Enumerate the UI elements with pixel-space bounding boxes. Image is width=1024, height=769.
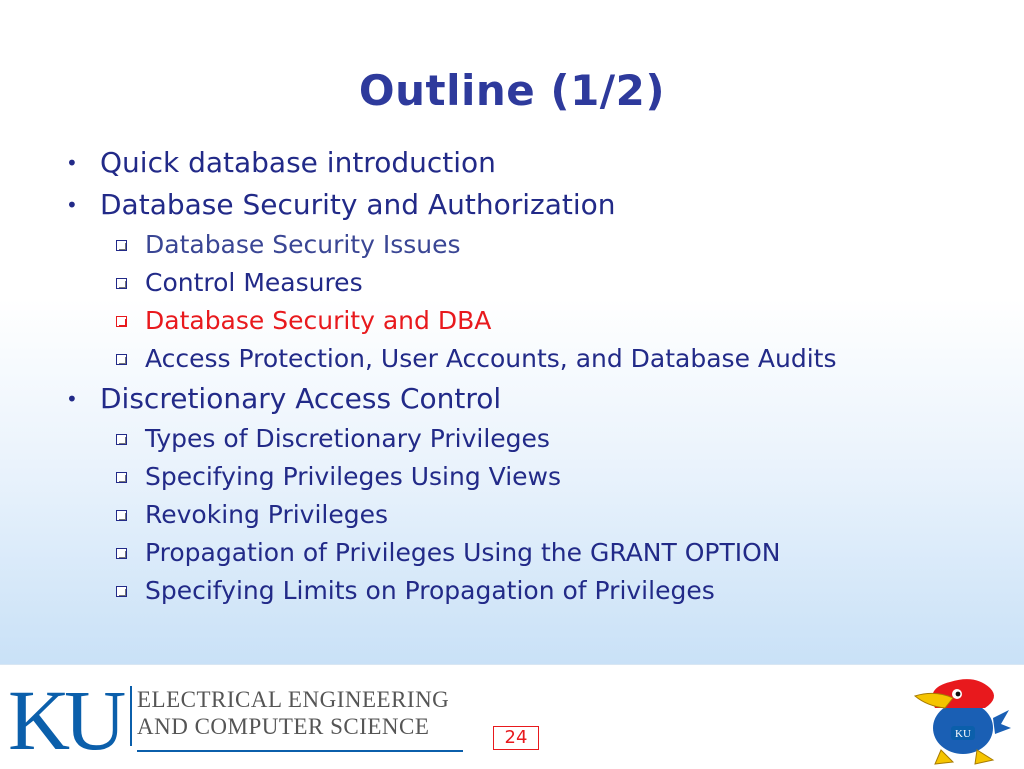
ku-logo: KU: [8, 672, 121, 768]
checkbox-bullet-icon: [116, 316, 127, 327]
checkbox-bullet-icon: [116, 510, 127, 521]
outline-subitem: [60, 265, 980, 303]
outline-text: Specifying Limits on Propagation of Privileges: [145, 576, 715, 605]
outline-subitem: [60, 535, 980, 573]
outline-text: Specifying Privileges Using Views: [145, 462, 562, 491]
checkbox-bullet-icon: [116, 434, 127, 445]
outline-subitem: [60, 303, 980, 341]
outline-item: [60, 185, 980, 227]
outline-text: Types of Discretionary Privileges: [145, 424, 550, 453]
outline-subitem: [60, 227, 980, 265]
logo-divider: [130, 686, 132, 746]
outline-subitem: [60, 421, 980, 459]
outline-text: Revoking Privileges: [145, 500, 389, 529]
checkbox-bullet-icon: [116, 472, 127, 483]
jayhawk-icon: [905, 668, 1015, 766]
outline-text: Access Protection, User Accounts, and Database Audits: [145, 344, 837, 373]
checkbox-bullet-icon: [116, 548, 127, 559]
outline-item: [60, 143, 980, 185]
outline-list: [60, 143, 980, 611]
department-name: [137, 686, 449, 740]
outline-text: Database Security and DBA: [145, 306, 492, 335]
page-number: 24: [493, 726, 539, 750]
bullet-dot-icon: •: [66, 387, 78, 411]
checkbox-bullet-icon: [116, 354, 127, 365]
outline-text: Quick database introduction: [100, 146, 496, 179]
outline-subitem: [60, 573, 980, 611]
outline-subitem: [60, 341, 980, 379]
outline-item: [60, 379, 980, 421]
outline-text: Discretionary Access Control: [100, 382, 502, 415]
checkbox-bullet-icon: [116, 240, 127, 251]
outline-subitem: [60, 497, 980, 535]
outline-text: Database Security and Authorization: [100, 188, 616, 221]
outline-text: Propagation of Privileges Using the GRANT OPTION: [145, 538, 781, 567]
slide-title: Outline (1/2): [358, 66, 666, 115]
department-line-1: ELECTRICAL ENGINEERING: [137, 687, 450, 712]
department-line-2: AND COMPUTER SCIENCE: [137, 714, 430, 739]
bullet-dot-icon: •: [66, 151, 78, 175]
checkbox-bullet-icon: [116, 278, 127, 289]
svg-text:KU: KU: [955, 728, 971, 740]
department-underline: [137, 750, 463, 752]
outline-subitem: [60, 459, 980, 497]
bullet-dot-icon: •: [66, 193, 78, 217]
outline-text: Database Security Issues: [145, 230, 461, 259]
checkbox-bullet-icon: [116, 586, 127, 597]
outline-text: Control Measures: [145, 268, 363, 297]
